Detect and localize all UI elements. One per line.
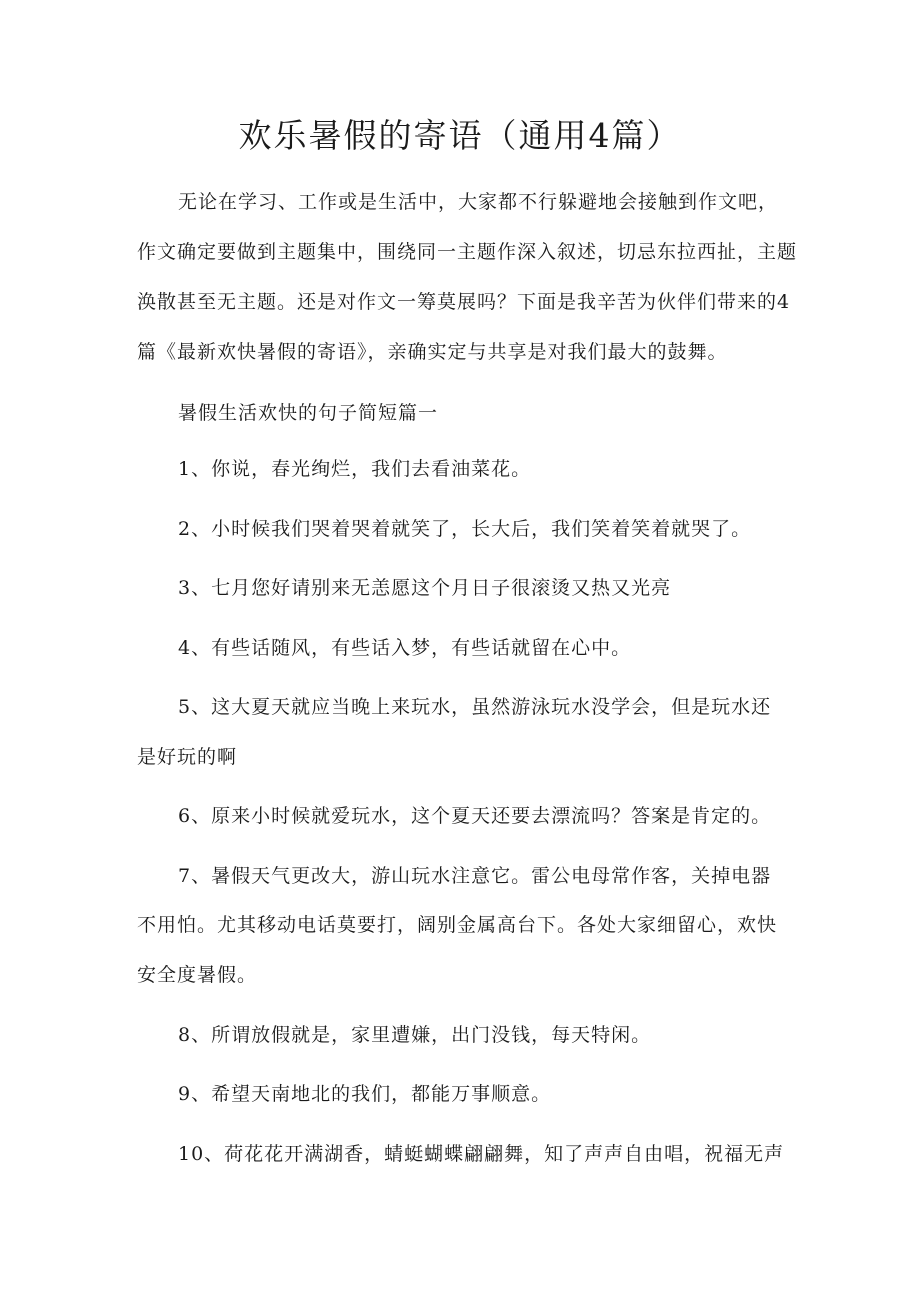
list-item: 4、有些话随风，有些话入梦，有些话就留在心中。 [178,637,632,659]
list-item-continuation: 是好玩的啊 [137,746,238,768]
section-heading: 暑假生活欢快的句子简短篇一 [178,402,439,424]
list-item: 1、你说，春光绚烂，我们去看油菜花。 [178,458,532,480]
intro-line-3: 涣散甚至无主题。还是对作文一筹莫展吗？下面是我辛苦为伙伴们带来的4 [137,291,791,313]
list-item-continuation: 安全度暑假。 [137,964,258,986]
list-item: 8、所谓放假就是，家里遭嫌，出门没钱，每天特闲。 [178,1024,652,1046]
document-title: 欢乐暑假的寄语（通用4篇） [238,116,682,155]
intro-line-2: 作文确定要做到主题集中，围绕同一主题作深入叙述，切忌东拉西扯，主题 [137,241,798,263]
list-item-continuation: 不用怕。尤其移动电话莫要打，阔别金属高台下。各处大家细留心，欢快 [137,914,778,936]
list-item: 10、荷花花开满湖香，蜻蜓蝴蝶翩翩舞，知了声声自由唱，祝福无声 [178,1143,785,1165]
list-item: 2、小时候我们哭着哭着就笑了，长大后，我们笑着笑着就哭了。 [178,518,752,540]
intro-line-4: 篇《最新欢快暑假的寄语》，亲确实定与共享是对我们最大的鼓舞。 [137,341,728,363]
list-item: 5、这大夏天就应当晚上来玩水，虽然游泳玩水没学会，但是玩水还 [178,696,772,718]
list-item: 6、原来小时候就爱玩水，这个夏天还要去漂流吗？答案是肯定的。 [178,805,772,827]
list-item: 3、七月您好请别来无恙愿这个月日子很滚烫又热又光亮 [178,577,672,599]
list-item: 9、希望天南地北的我们，都能万事顺意。 [178,1083,552,1105]
intro-line-1: 无论在学习、工作或是生活中，大家都不行躲避地会接触到作文吧， [178,191,779,213]
list-item: 7、暑假天气更改大，游山玩水注意它。雷公电母常作客，关掉电器 [178,865,772,887]
